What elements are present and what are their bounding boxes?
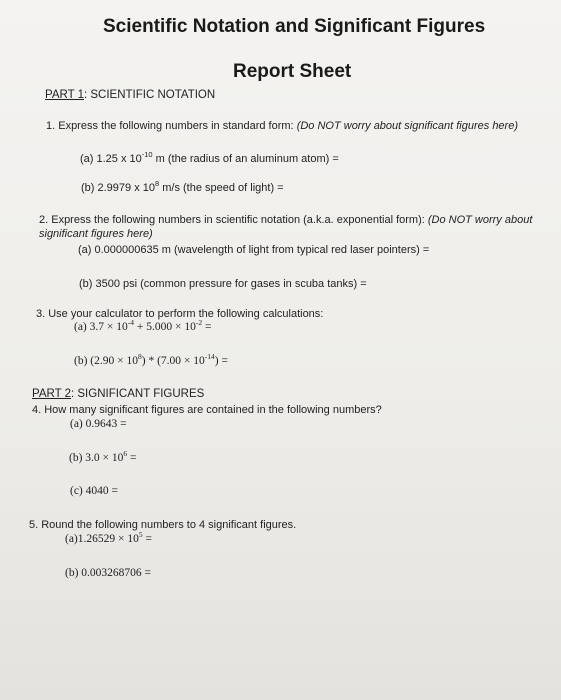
- question-1b-base: (b) 2.9979 x 10: [81, 182, 155, 194]
- part1-heading: [45, 89, 215, 101]
- question-4: 4. How many significant figures are contained in the following numbers?: [32, 404, 382, 416]
- question-2-note: (Do NOT worry about significant figures here): [39, 214, 533, 240]
- question-3b-part2: ) * (7.00 × 10: [141, 355, 205, 367]
- question-4b: [69, 449, 137, 464]
- part2-heading-text: : SIGNIFICANT FIGURES: [71, 388, 205, 400]
- question-2a: (a) 0.000000635 m (wavelength of light from typical red laser pointers) =: [78, 244, 430, 256]
- question-4b-base: (b) 3.0 × 10: [69, 452, 124, 464]
- question-4b-text: =: [127, 452, 137, 464]
- question-1a-base: (a) 1.25 x 10: [80, 153, 142, 165]
- question-1a-text: m (the radius of an aluminum atom) =: [152, 153, 339, 165]
- question-1b: [81, 179, 284, 194]
- part2-heading-number: PART 2: [32, 388, 71, 400]
- question-3a-exponent2: -2: [195, 318, 203, 327]
- question-3a-part2: + 5.000 × 10: [134, 321, 196, 333]
- question-4c: (c) 4040 =: [70, 485, 118, 497]
- question-2: [39, 213, 543, 241]
- question-3a-exponent1: -4: [127, 318, 134, 327]
- question-3: 3. Use your calculator to perform the following calculations:: [36, 308, 324, 320]
- question-1a: [80, 150, 339, 165]
- question-1b-exponent: 8: [155, 179, 160, 188]
- question-3b-exponent1: 8: [137, 352, 142, 361]
- question-3a-part1: (a) 3.7 × 10: [74, 321, 128, 333]
- question-1b-text: m/s (the speed of light) =: [159, 182, 284, 194]
- question-5b: (b) 0.003268706 =: [65, 567, 152, 579]
- document-subtitle: Report Sheet: [233, 61, 352, 82]
- part1-heading-number: PART 1: [45, 89, 84, 101]
- document-title: Scientific Notation and Significant Figures: [103, 16, 486, 37]
- question-1-prompt: 1. Express the following numbers in standard form:: [46, 120, 297, 132]
- question-3b: [74, 352, 228, 367]
- question-3b-exponent2: -14: [204, 352, 215, 361]
- question-5a-text: =: [142, 533, 152, 545]
- question-2-prompt: 2. Express the following numbers in scientific notation (a.k.a. exponential form):: [39, 214, 428, 226]
- question-4a: (a) 0.9643 =: [70, 418, 127, 430]
- question-1a-exponent: -10: [141, 150, 153, 159]
- question-1: [46, 119, 530, 133]
- question-4b-exponent: 6: [123, 449, 128, 458]
- question-5a: [65, 530, 152, 545]
- question-5: 5. Round the following numbers to 4 significant figures.: [29, 519, 297, 531]
- question-1-note: (Do NOT worry about significant figures here): [296, 120, 518, 132]
- question-5a-base: (a)1.26529 × 10: [65, 533, 139, 545]
- question-3b-part1: (b) (2.90 × 10: [74, 355, 138, 367]
- question-3b-part3: ) =: [214, 355, 228, 367]
- part1-heading-text: : SCIENTIFIC NOTATION: [84, 89, 216, 101]
- question-3a-part3: =: [202, 321, 212, 333]
- question-3a: [74, 318, 212, 333]
- question-2b: (b) 3500 psi (common pressure for gases in scuba tanks) =: [79, 278, 367, 290]
- part2-heading: [32, 388, 204, 400]
- question-5a-exponent: 5: [138, 530, 143, 539]
